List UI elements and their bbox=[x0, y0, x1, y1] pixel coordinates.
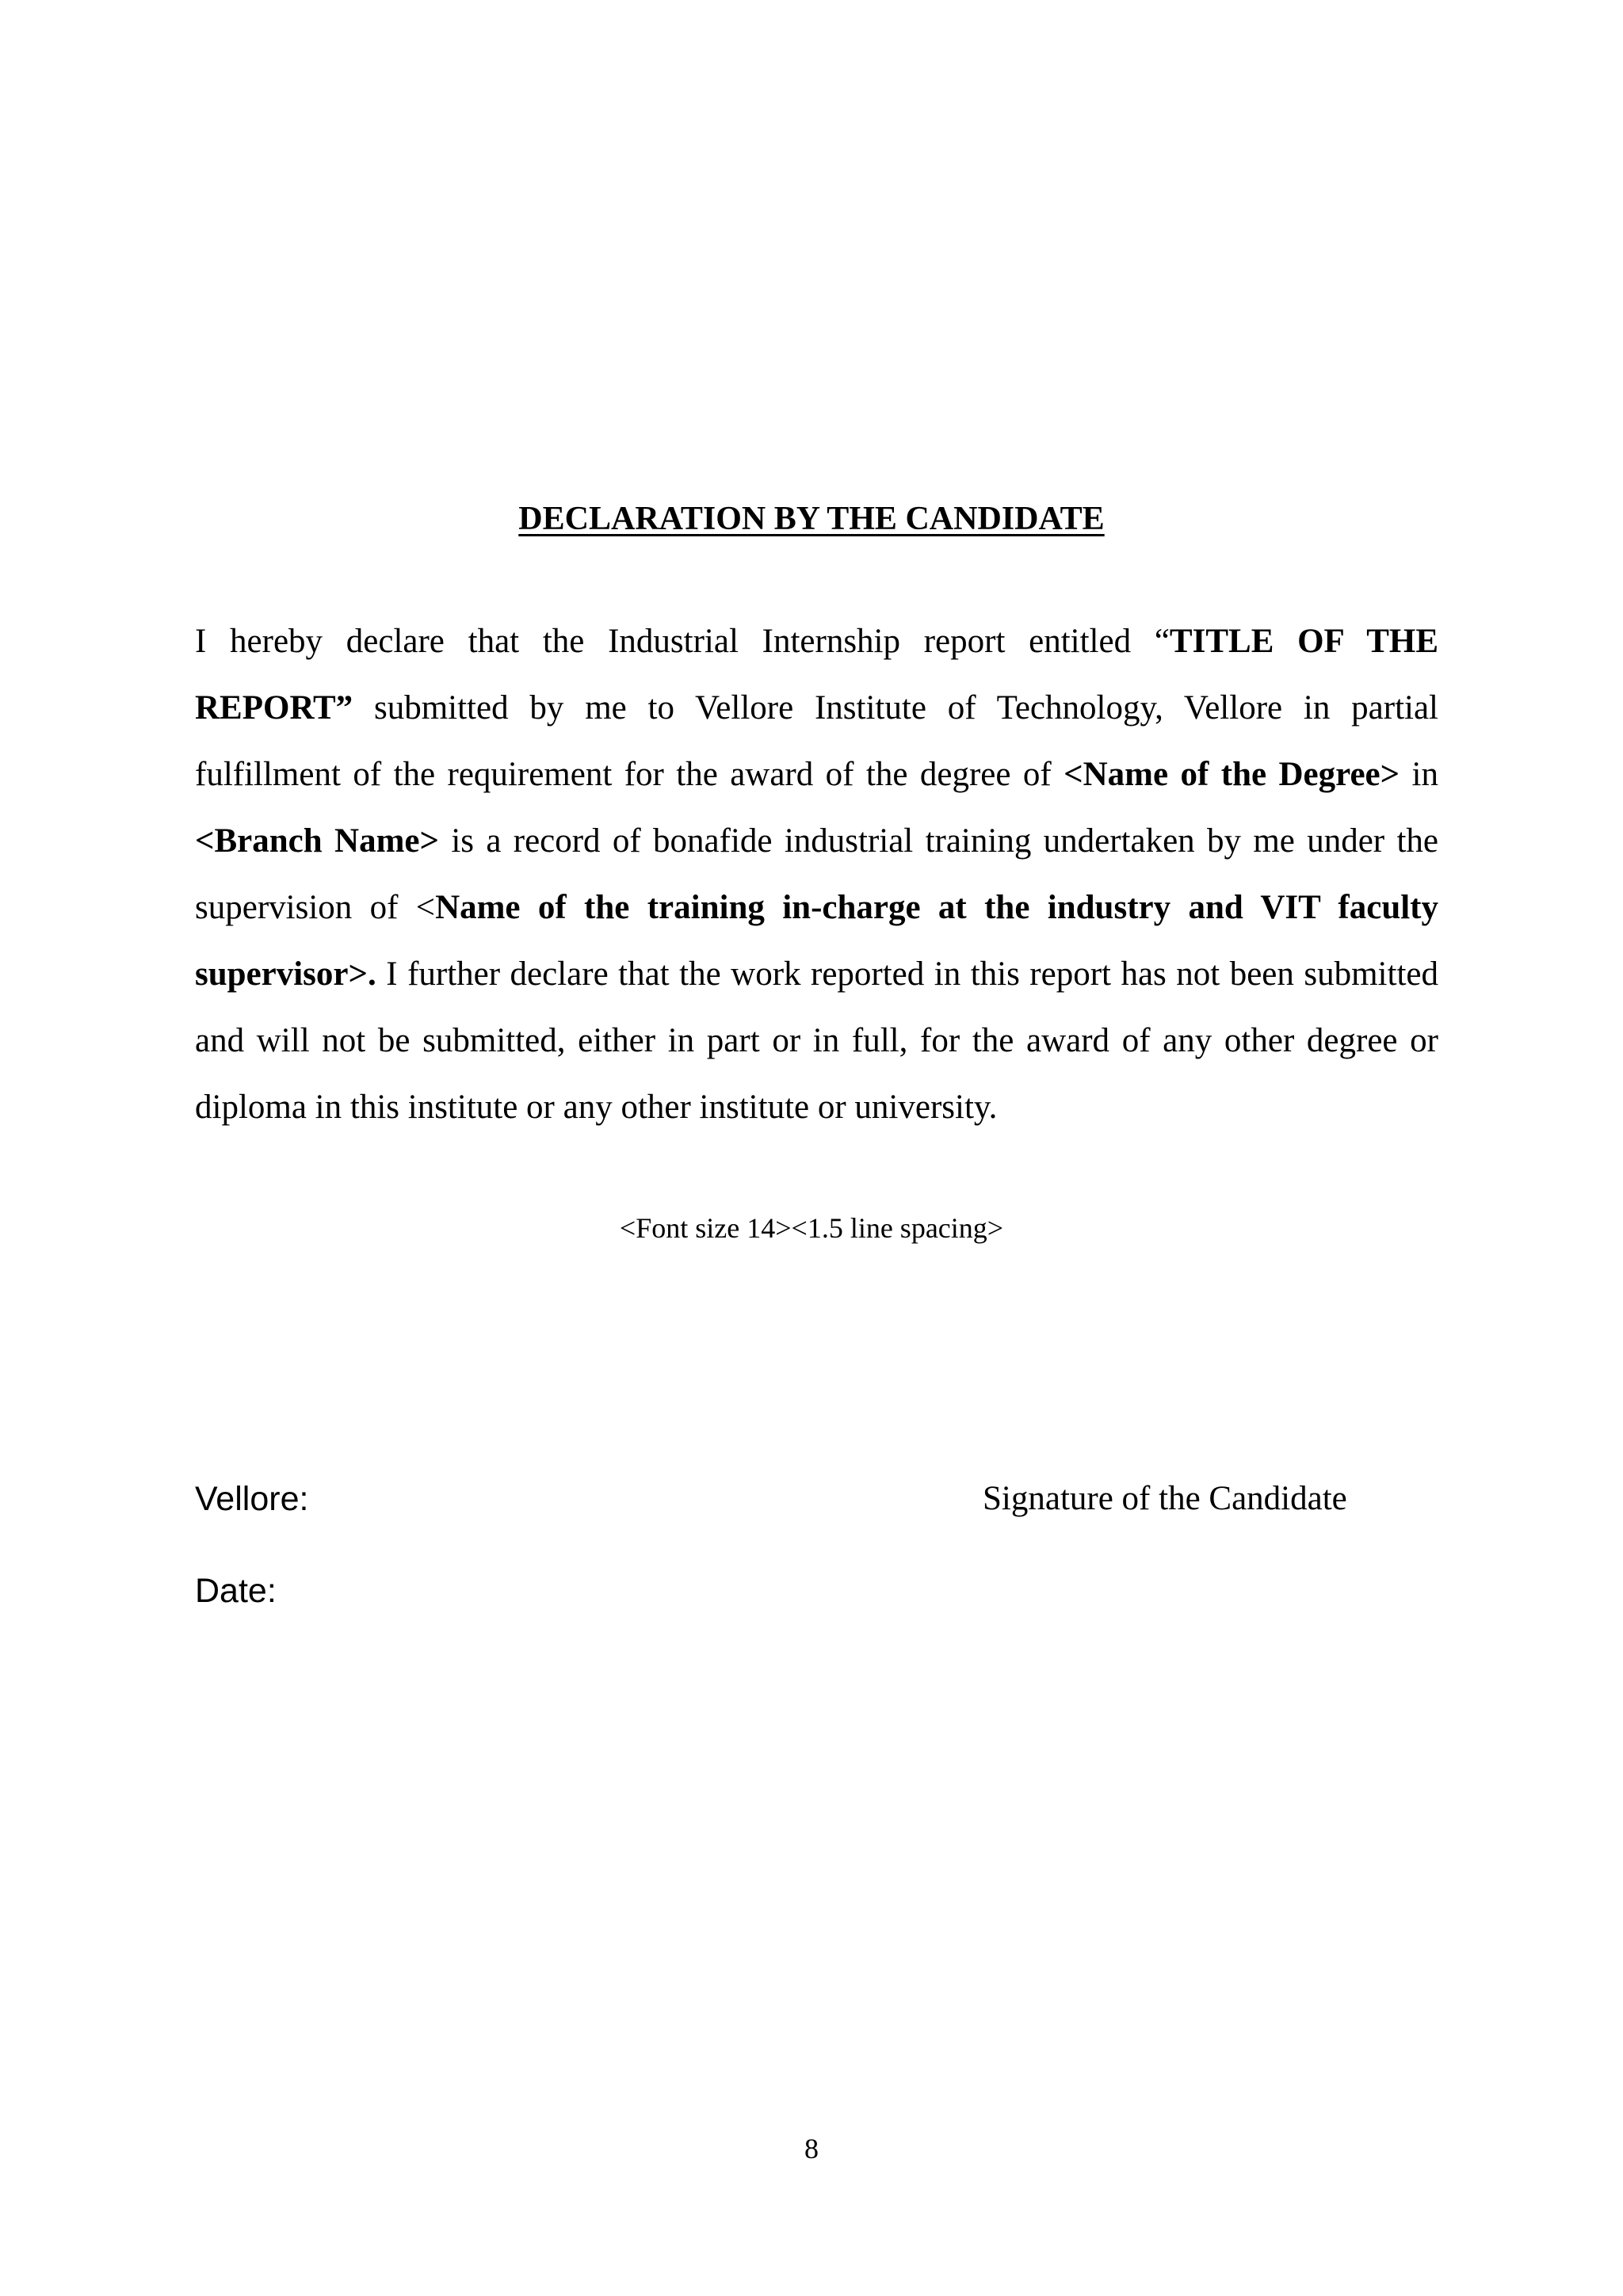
place-label: Vellore: bbox=[195, 1480, 309, 1518]
formatting-note: <Font size 14><1.5 line spacing> bbox=[619, 1212, 1004, 1244]
declaration-paragraph bbox=[195, 608, 1438, 1141]
paragraph-text-1: I hereby declare that the Industrial Internship report entitled “ bbox=[195, 623, 1170, 660]
supervisor-name-placeholder: Name of the training in-charge at the industry and VIT faculty supervisor>. bbox=[195, 889, 1439, 993]
paragraph-text-5: I further declare that the work reported in this report has not been submitted and will not be submitted, either in part or in full, for the award of any other degree or diploma in this institute or any other institute or university. bbox=[195, 955, 1438, 1126]
signature-label: Signature of the Candidate bbox=[983, 1480, 1347, 1517]
degree-name-placeholder: <Name of the Degree> bbox=[1064, 756, 1400, 793]
branch-name-placeholder: <Branch Name> bbox=[195, 822, 439, 860]
paragraph-text-3: in bbox=[1400, 756, 1438, 793]
date-label: Date: bbox=[195, 1572, 277, 1610]
paragraph-text-4: is a record of bonafide industrial training undertaken by me under the supervision of < bbox=[195, 822, 1438, 926]
page-title: DECLARATION BY THE CANDIDATE bbox=[518, 501, 1105, 537]
page-number: 8 bbox=[804, 2133, 819, 2164]
report-title-placeholder: TITLE OF THE REPORT” bbox=[195, 623, 1438, 727]
paragraph-text-2: submitted by me to Vellore Institute of Technology, Vellore in partial fulfillment of the requirement for the award of the degree of bbox=[195, 689, 1438, 793]
